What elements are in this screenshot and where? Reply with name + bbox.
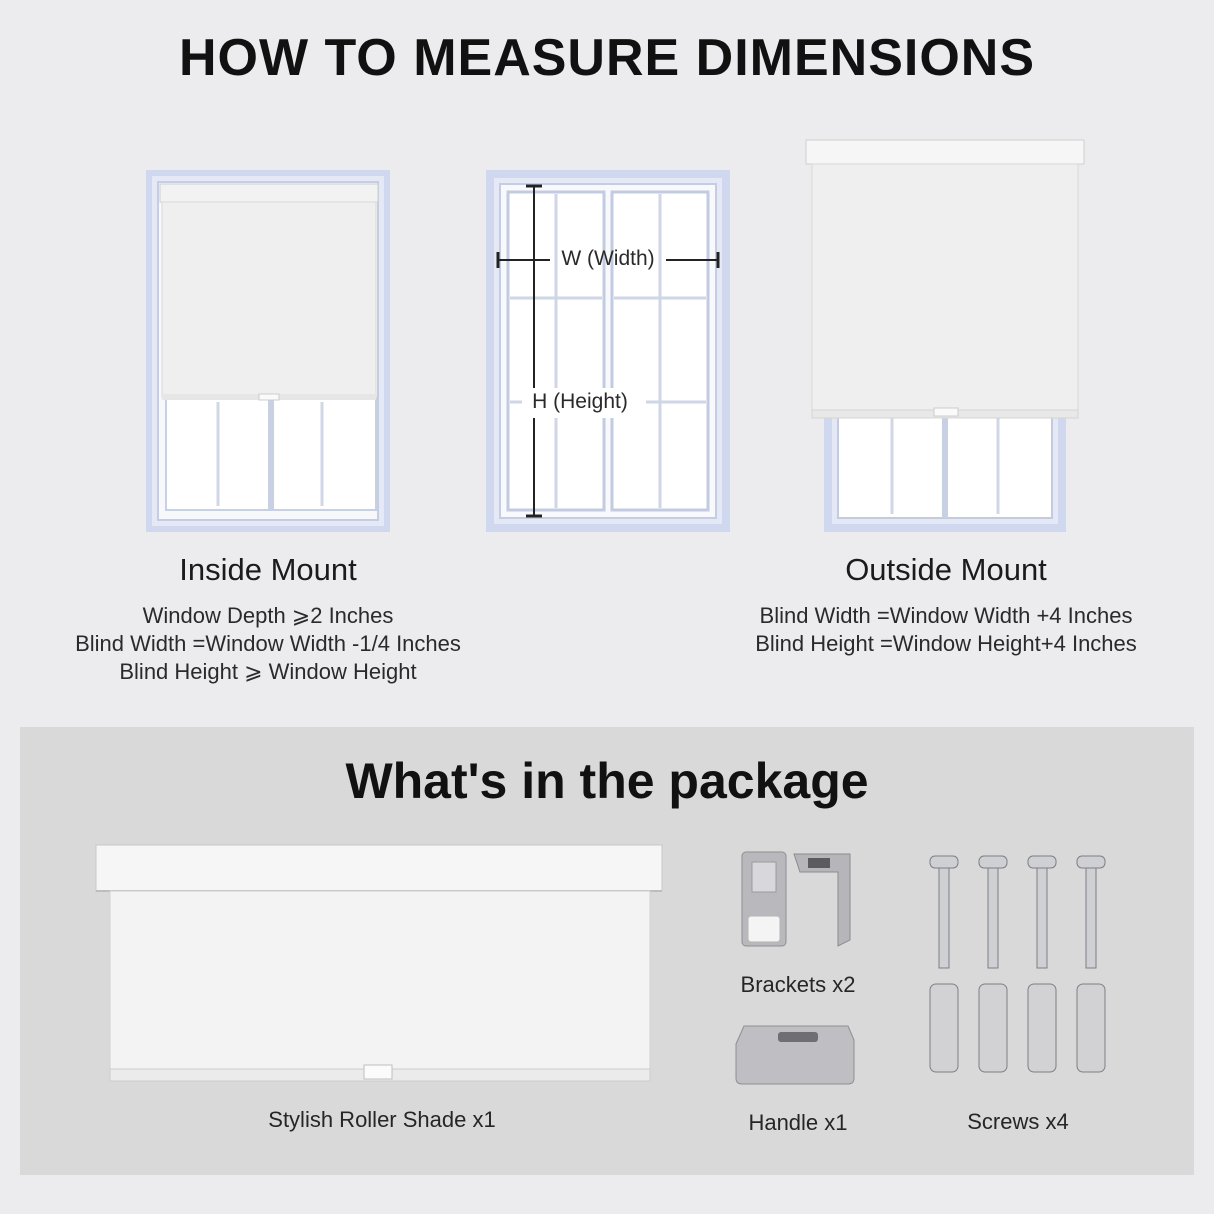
measure-illustration: [486, 170, 730, 532]
brackets-image: [738, 848, 854, 950]
outside-mount-title: Outside Mount: [845, 552, 1047, 587]
inside-mount-title: Inside Mount: [179, 552, 357, 587]
outside-mount-line-1: Blind Width =Window Width +4 Inches: [759, 603, 1133, 628]
inside-mount-line-2: Blind Width =Window Width -1/4 Inches: [75, 631, 461, 656]
roller-shade-image: [96, 845, 662, 1083]
outside-mount-line-2: Blind Height =Window Height+4 Inches: [755, 631, 1137, 656]
screw-2: [979, 856, 1007, 1072]
inside-mount-illustration: [146, 170, 390, 532]
shade-label: Stylish Roller Shade x1: [268, 1107, 496, 1132]
screw-1: [930, 856, 958, 1072]
package-title: What's in the package: [345, 753, 869, 809]
screws-image: [924, 856, 1120, 1086]
screws-label: Screws x4: [967, 1109, 1069, 1134]
page-title: HOW TO MEASURE DIMENSIONS: [178, 29, 1036, 87]
width-label: W (Width): [561, 247, 655, 270]
screw-3: [1028, 856, 1056, 1072]
height-label: H (Height): [532, 390, 628, 413]
inside-mount-line-3: Blind Height ⩾ Window Height: [119, 659, 417, 684]
handle-image: [734, 1018, 858, 1088]
outside-mount-illustration: [806, 140, 1084, 532]
inside-mount-line-1: Window Depth ⩾2 Inches: [142, 603, 394, 628]
handle-label: Handle x1: [748, 1110, 848, 1135]
brackets-label: Brackets x2: [740, 972, 856, 997]
screw-4: [1077, 856, 1105, 1072]
